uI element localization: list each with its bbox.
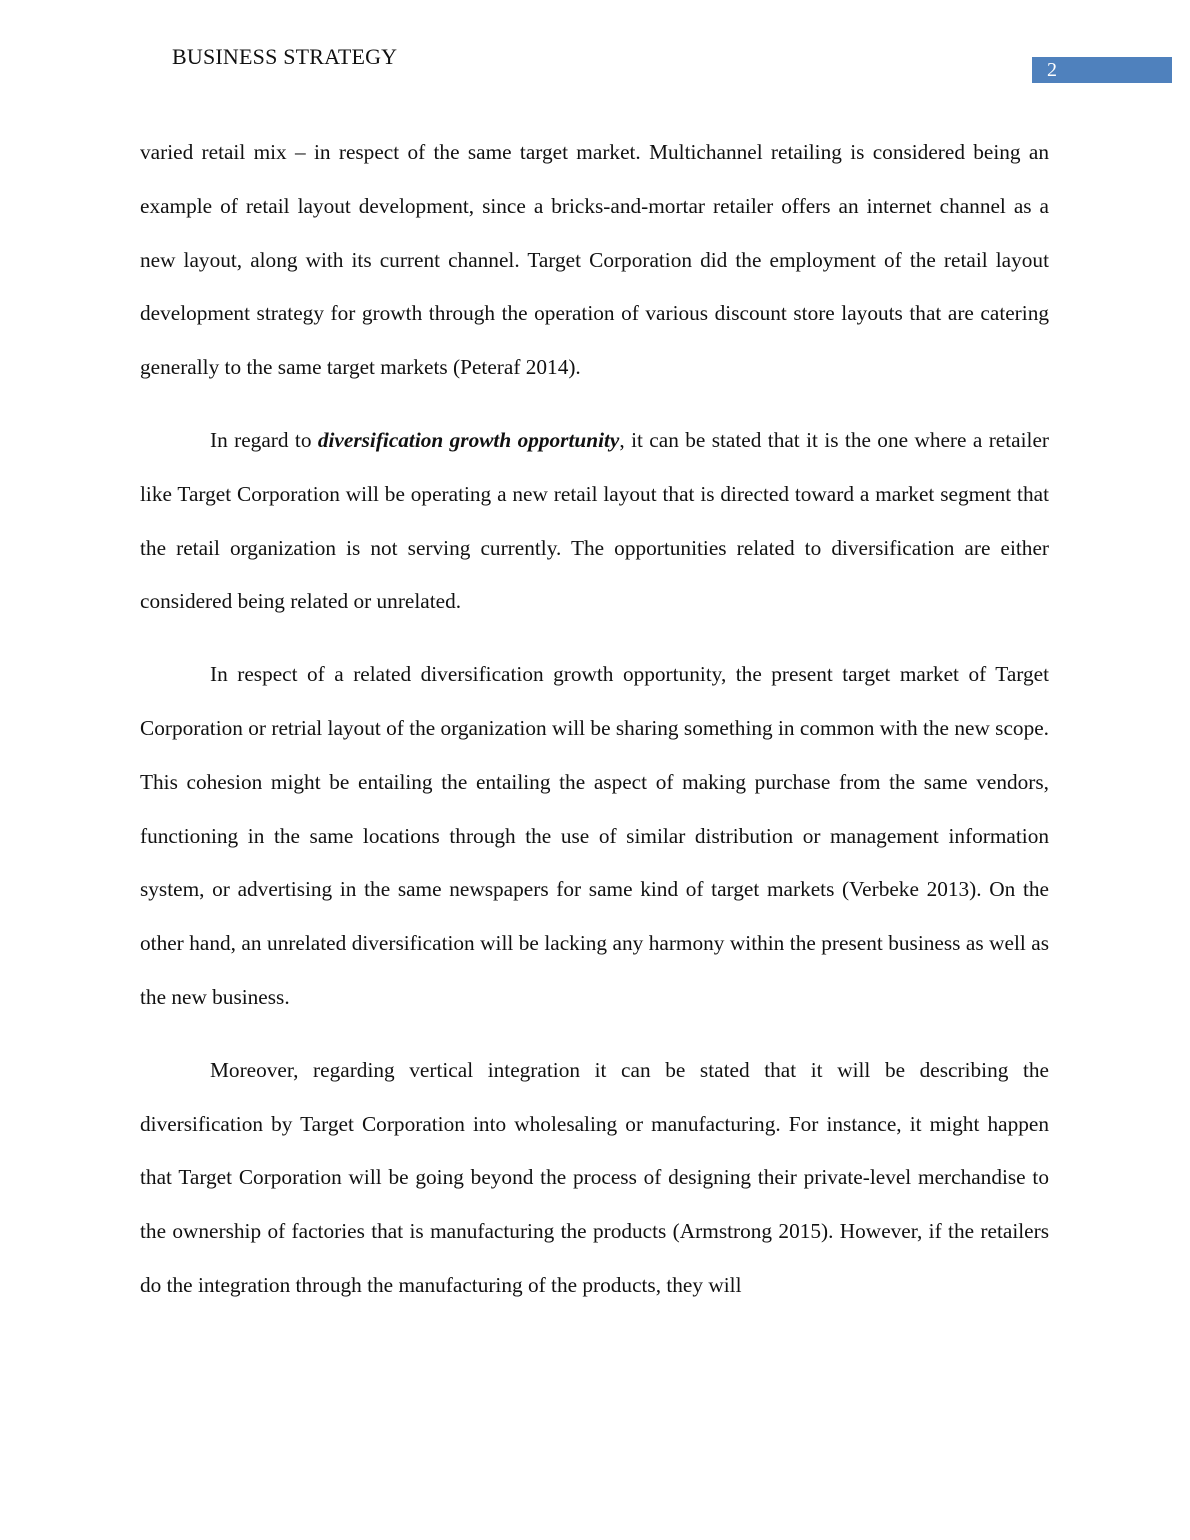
paragraph-4: Moreover, regarding vertical integration it can be stated that it will be describing the diversification by Target Corporation into wholesaling or manufacturing. For instance, it might happen that Target Corporation will be going beyond the process of designing their private-level merchandise to the ownership of factories that is manufacturing the products (Armstrong 2015). However, if the retailers do the integration through the manufacturing of the products, they will <box>140 1057 1049 1297</box>
paragraph-2-lead: In regard to <box>210 427 318 452</box>
paragraph-2 <box>140 414 1049 629</box>
paragraph-1: varied retail mix – in respect of the same target market. Multichannel retailing is considered being an example of retail layout development, since a bricks-and-mortar retailer offers an internet channel as a new layout, along with its current channel. Target Corporation did the employment of the retail layout development strategy for growth through the operation of various discount store layouts that are catering generally to the same target markets (Peteraf 2014). <box>140 140 1049 380</box>
paragraph-2-rest: , it can be stated that it is the one where a retailer like Target Corporation will be operating a new retail layout that is directed toward a market segment that the retail organization is not serving currently. The opportunities related to diversification are either considered being related or unrelated. <box>140 427 1049 614</box>
paragraph-3: In respect of a related diversification growth opportunity, the present target market of Target Corporation or retrial layout of the organization will be sharing something in common with the new scope. This cohesion might be entailing the entailing the aspect of making purchase from the same vendors, functioning in the same locations through the use of similar distribution or management information system, or advertising in the same newspapers for same kind of target markets (Verbeke 2013). On the other hand, an unrelated diversification will be lacking any harmony within the present business as well as the new business. <box>140 662 1049 1009</box>
document-body <box>140 126 1049 1332</box>
page-number: 2 <box>1032 57 1172 83</box>
emphasized-term: diversification growth opportunity <box>317 427 620 452</box>
running-head: BUSINESS STRATEGY <box>172 44 398 69</box>
